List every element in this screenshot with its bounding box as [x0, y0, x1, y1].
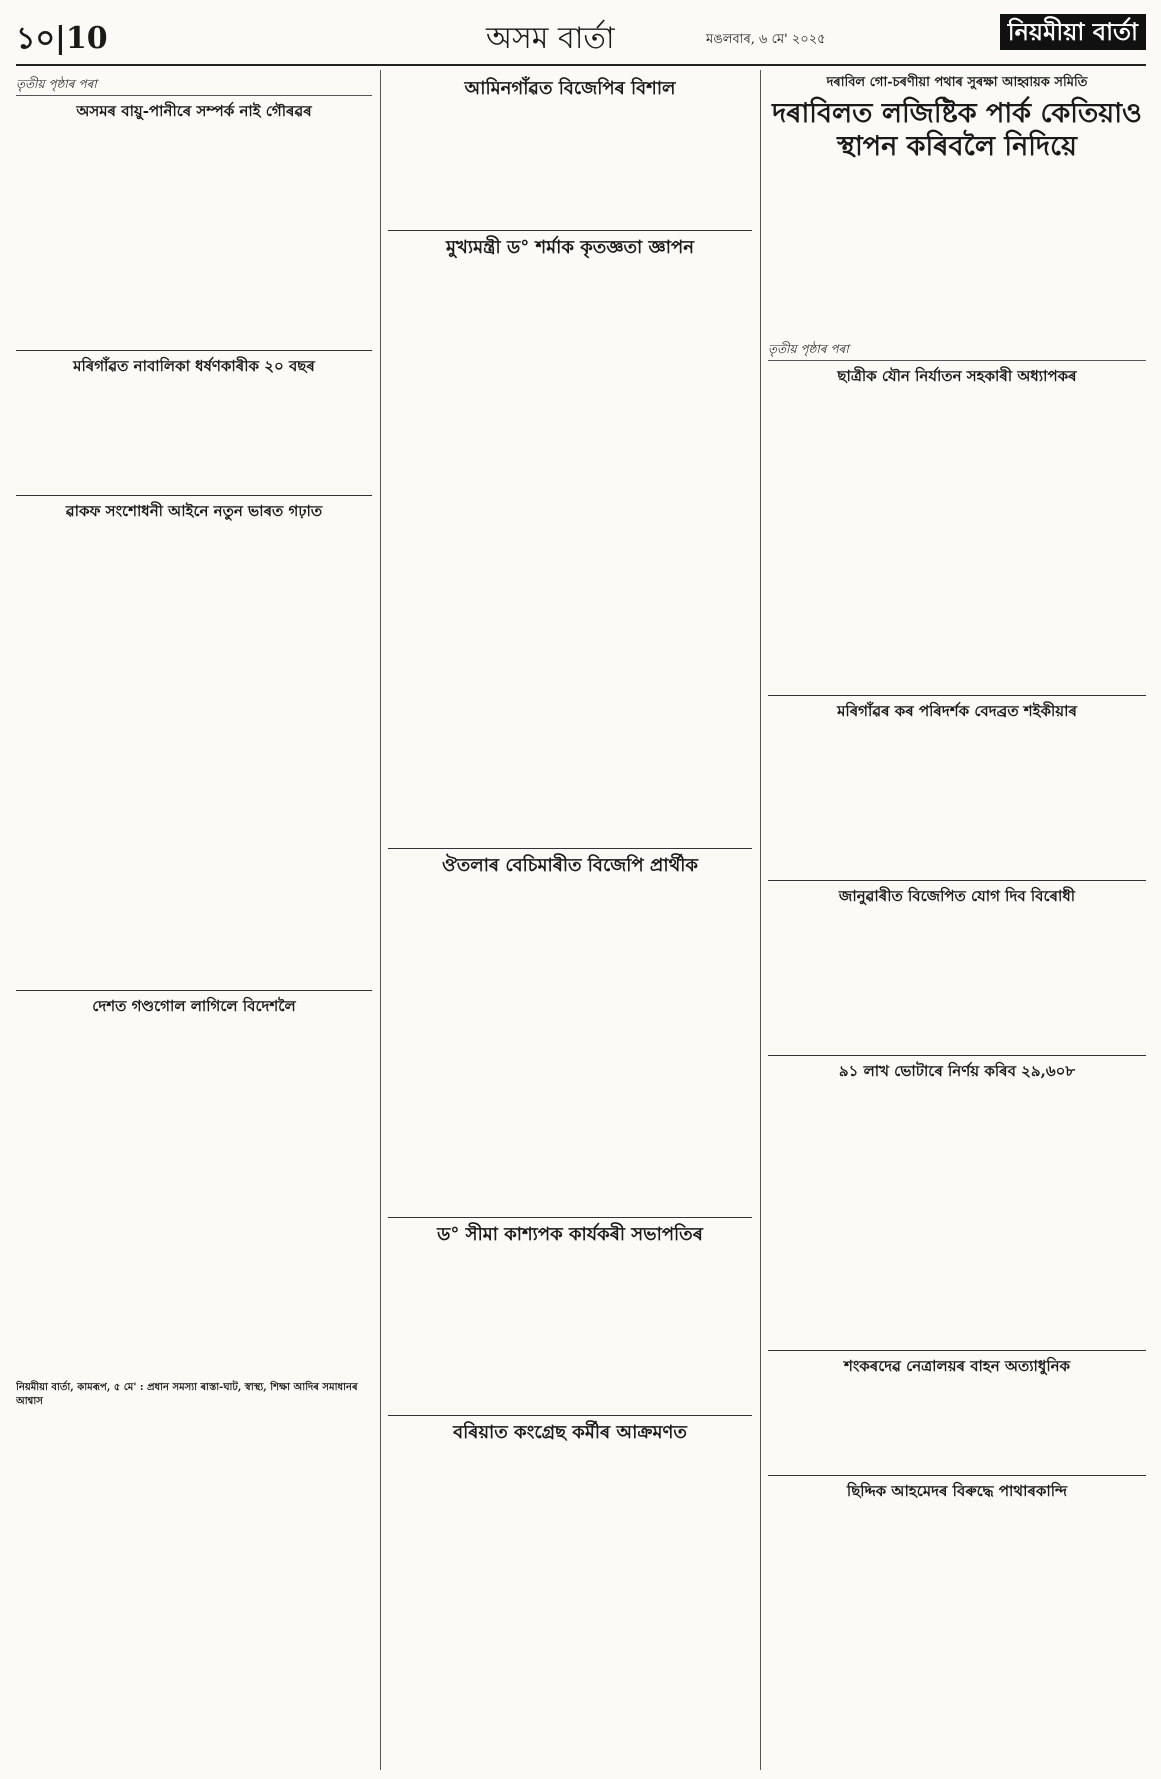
article-body: [16, 524, 372, 984]
article-body: [16, 124, 372, 344]
article-body: [388, 104, 752, 224]
article-body: [768, 1084, 1146, 1344]
column-middle: [388, 72, 752, 1772]
divider: [388, 848, 752, 849]
article-body: [768, 1379, 1146, 1469]
article-body: [768, 724, 1146, 874]
section-title: অসম বাৰ্তা: [486, 21, 615, 56]
article-headline: বৰিয়াত কংগ্ৰেছ কৰ্মীৰ আক্ৰমণত: [453, 1422, 687, 1444]
article-headline: জানুৱাৰীত বিজেপিত যোগ দিব বিৰোধী: [838, 887, 1076, 906]
article-headline: ড° সীমা কাশ্যপক কাৰ্যকৰী সভাপতিৰ: [437, 1223, 703, 1245]
newspaper-logo: নিয়মীয়া বাৰ্তা: [1000, 14, 1146, 50]
divider: [388, 1415, 752, 1416]
lead-headline: দৰাবিলত লজিষ্টিক পাৰ্ক কেতিয়াও স্থাপন কৰিবলৈ নিদিয়ে: [772, 98, 1142, 162]
column-right: [768, 72, 1146, 1772]
divider: [388, 230, 752, 231]
divider: [16, 495, 372, 496]
article-body: [388, 262, 752, 842]
article-headline: আমিনগাঁৱত বিজেপিৰ বিশাল: [464, 78, 676, 99]
article-headline: ৱাকফ সংশোধনী আইনে নতুন ভাৰত গঢ়াত: [65, 502, 323, 521]
article-headline: শংকৰদেৱ নেত্ৰালয়ৰ বাহন অত্যাধুনিক: [843, 1357, 1071, 1376]
continued-kicker: তৃতীয় পৃষ্ঠাৰ পৰা: [16, 76, 372, 96]
divider: [768, 1055, 1146, 1056]
divider: [16, 350, 372, 351]
article-headline: দেশত গণ্ডগোল লাগিলে বিদেশলৈ: [92, 997, 296, 1016]
article-headline: ছিদ্দিক আহমেদৰ বিৰুদ্ধে পাথাৰকান্দি: [846, 1482, 1068, 1501]
continued-kicker: তৃতীয় পৃষ্ঠাৰ পৰা: [768, 341, 1146, 361]
article-headline: ছাত্ৰীক যৌন নিৰ্যাতন সহকাৰী অধ্যাপকৰ: [837, 367, 1077, 386]
divider: [768, 695, 1146, 696]
article-headline: মুখ্যমন্ত্ৰী ড° শৰ্মাক কৃতজ্ঞতা জ্ঞাপন: [446, 236, 694, 258]
article-body: [388, 1249, 752, 1409]
article-headline: ঔতলাৰ বেচিমাৰীত বিজেপি প্ৰাৰ্থীক: [442, 855, 698, 877]
article-body: [768, 389, 1146, 689]
article-body: [16, 379, 372, 489]
column-left: [16, 72, 372, 1772]
article-body: [768, 909, 1146, 1049]
divider: [768, 880, 1146, 881]
article-headline: মৰিগাঁৱত নাবালিকা ধৰ্ষণকাৰীক ২০ বছৰ: [73, 357, 315, 376]
article-body: [16, 1019, 372, 1379]
article-headline: ৯১ লাখ ভোটাৰে নিৰ্ণয় কৰিব ২৯,৬০৮: [838, 1062, 1076, 1081]
divider: [768, 1475, 1146, 1476]
divider: [768, 1350, 1146, 1351]
column-divider: [380, 70, 381, 1770]
masthead: [16, 8, 1146, 66]
page-number: ১০|10: [16, 21, 108, 56]
article-body: [388, 881, 752, 1211]
top-subhead: দৰাবিল গো-চৰণীয়া পথাৰ সুৰক্ষা আহ্বায়ক সমিতি: [826, 75, 1088, 90]
column-divider: [760, 70, 761, 1770]
article-headline: মৰিগাঁৱৰ কৰ পৰিদৰ্শক বেদব্ৰত শইকীয়াৰ: [837, 702, 1077, 721]
divider: [16, 990, 372, 991]
issue-date: মঙলবাৰ, ৬ মে' ২০২৫: [706, 32, 826, 47]
article-body: [768, 167, 1146, 337]
article-headline: অসমৰ বায়ু-পানীৰে সম্পৰ্ক নাই গৌৰৱৰ: [76, 102, 312, 121]
dateline: নিয়মীয়া বাৰ্তা, কামৰূপ, ৫ মে' : প্ৰধান সমস্যা ৰাস্তা-ঘাট, স্বাস্থ্য, শিক্ষা আদিৰ সমাধানৰ আশ্বাস: [16, 1382, 358, 1408]
divider: [388, 1217, 752, 1218]
